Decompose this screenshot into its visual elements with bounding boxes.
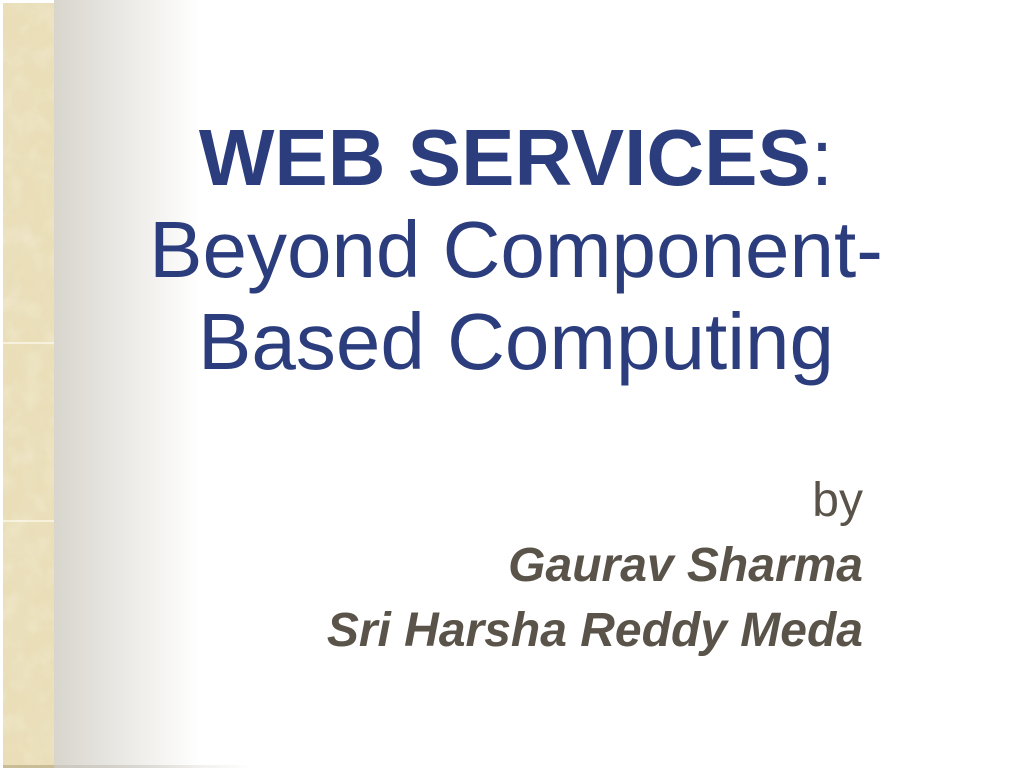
texture-seam-line	[3, 520, 54, 522]
title-line-1	[94, 112, 938, 204]
title-line-2: Beyond Component-	[149, 205, 883, 294]
byline-intro: by	[812, 474, 863, 527]
author-name-2: Sri Harsha Reddy Meda	[326, 604, 863, 657]
texture-seam-line	[3, 342, 54, 344]
title-line-3: Based Computing	[198, 297, 834, 386]
byline-block	[327, 468, 863, 663]
left-parchment-strip	[3, 3, 54, 765]
slide-title	[94, 112, 938, 388]
title-colon: :	[810, 113, 834, 202]
author-name-1: Gaurav Sharma	[508, 539, 863, 592]
parchment-texture	[3, 3, 54, 765]
title-emphasis: WEB SERVICES	[198, 113, 811, 202]
